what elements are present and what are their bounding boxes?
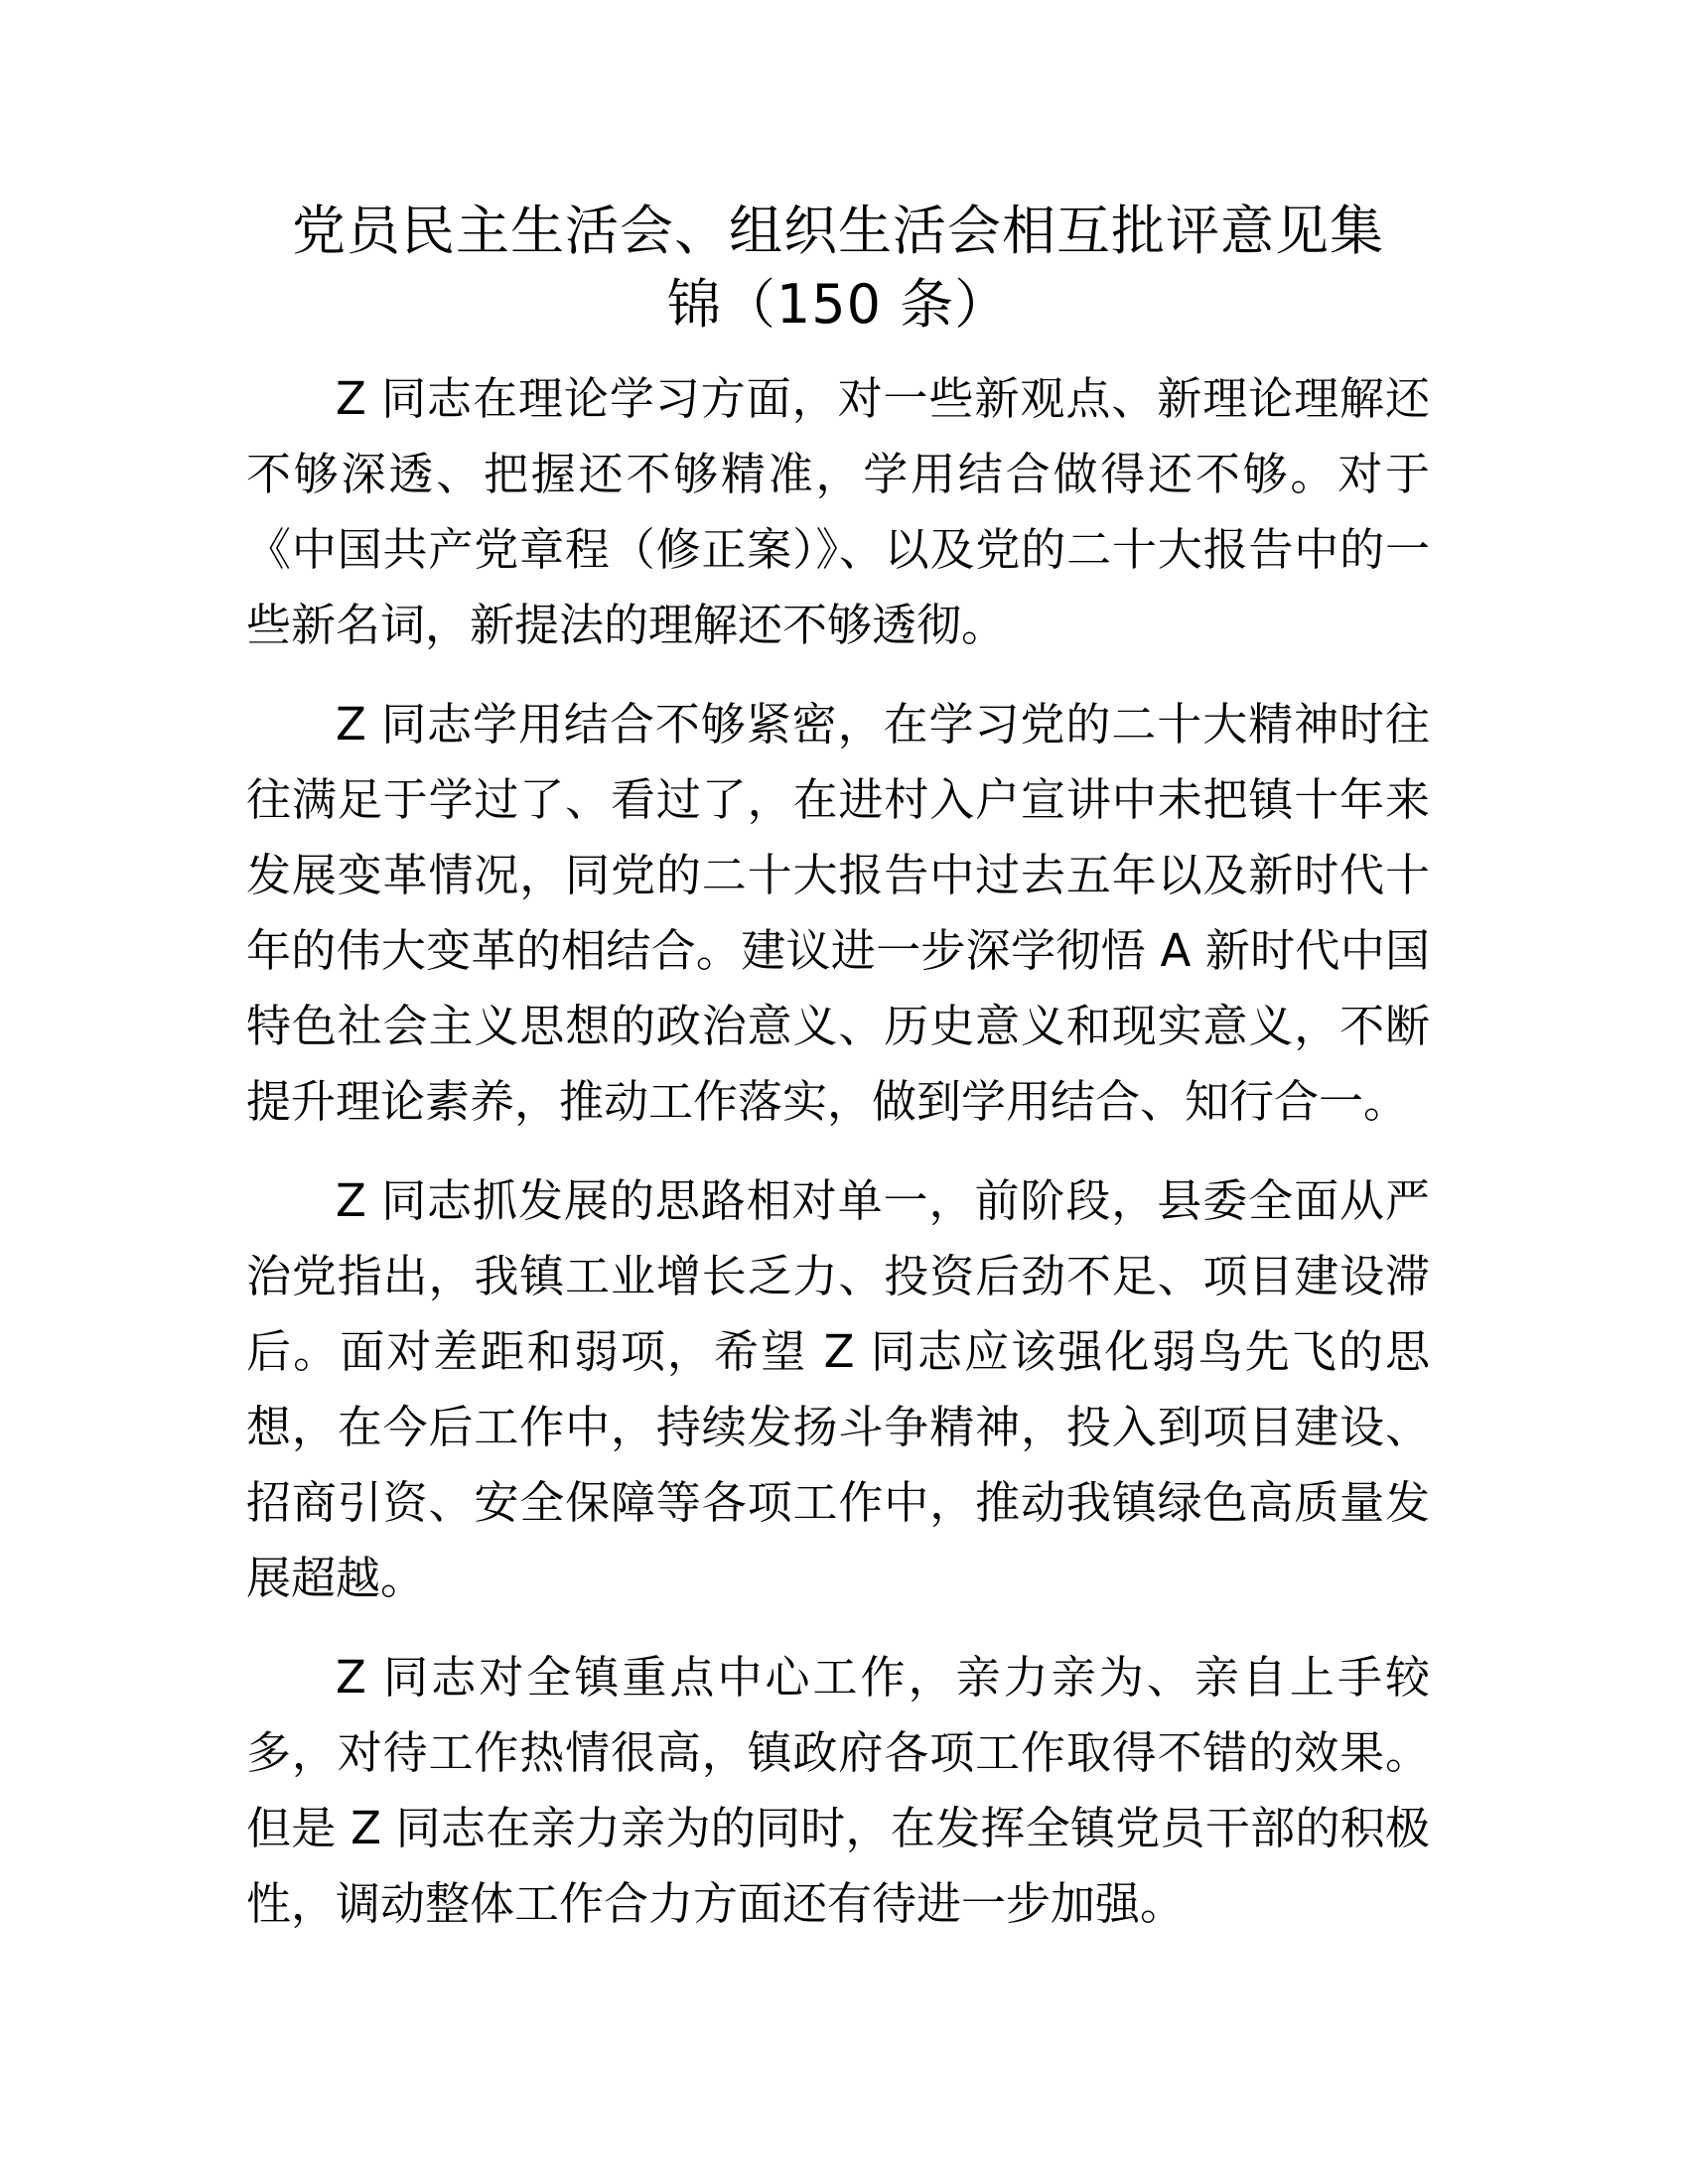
paragraph-4: Z 同志对全镇重点中心工作，亲力亲为、亲自上手较多，对待工作热情很高，镇政府各项工作取得不错的效果。但是 Z 同志在亲力亲为的同时，在发挥全镇党员干部的积极性，调动整体工作合力方面还有待进一步加强。 bbox=[246, 1651, 1430, 1930]
title-line-1: 党员民主生活会、组织生活会相互批评意见集 bbox=[292, 200, 1384, 262]
title-line-2: 锦（150 条） bbox=[666, 273, 1010, 336]
document-body bbox=[246, 195, 1430, 1942]
paragraph-1: Z 同志在理论学习方面，对一些新观点、新理论理解还不够深透、把握还不够精准，学用结合做得还不够。对于《中国共产党章程（修正案）》、以及党的二十大报告中的一些新名词，新提法的理解还不够透彻。 bbox=[246, 372, 1430, 651]
paragraph-2: Z 同志学用结合不够紧密，在学习党的二十大精神时往往满足于学过了、看过了，在进村入户宣讲中未把镇十年来发展变革情况，同党的二十大报告中过去五年以及新时代十年的伟大变革的相结合。建议进一步深学彻悟 A 新时代中国特色社会主义思想的政治意义、历史意义和现实意义，不断提升理论素养，推动工作落实，做到学用结合、知行合一。 bbox=[246, 698, 1430, 1128]
paragraph-3: Z 同志抓发展的思路相对单一，前阶段，县委全面从严治党指出，我镇工业增长乏力、投资后劲不足、项目建设滞后。面对差距和弱项，希望 Z 同志应该强化弱鸟先飞的思想，在今后工作中，持续发扬斗争精神，投入到项目建设、招商引资、安全保障等各项工作中，推动我镇绿色高质量发展超越。 bbox=[246, 1174, 1430, 1604]
document-title bbox=[246, 195, 1430, 341]
